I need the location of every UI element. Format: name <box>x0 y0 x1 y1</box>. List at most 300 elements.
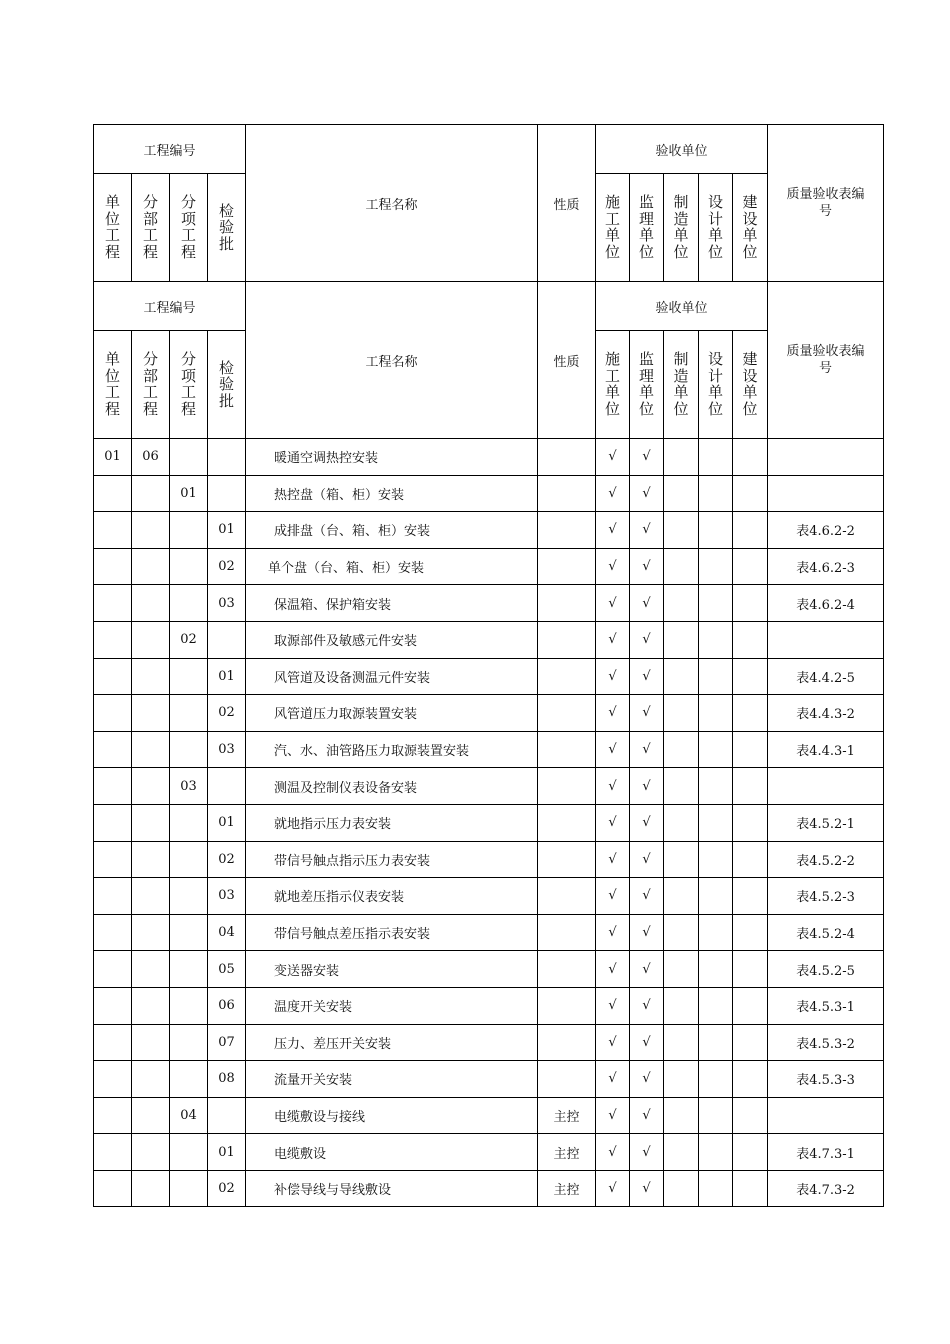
subitem-code-cell <box>170 1061 208 1098</box>
table-row <box>94 548 884 585</box>
owner-check-cell <box>733 841 768 878</box>
nature-cell <box>538 439 596 476</box>
construction-check-cell: √ <box>596 548 630 585</box>
subitem-code-cell <box>170 878 208 915</box>
owner-check-cell <box>733 585 768 622</box>
table-row <box>94 512 884 549</box>
project-name-cell: 补偿导线与导线敷设 <box>246 1170 538 1207</box>
acceptance-unit-header: 验收单位 <box>596 125 768 174</box>
batch-code-cell: 06 <box>208 987 246 1024</box>
owner-check-cell <box>733 621 768 658</box>
subitem-project-header <box>170 331 208 439</box>
form-number-cell: 表4.5.2-5 <box>768 951 884 988</box>
manufacturer-check-cell <box>664 878 699 915</box>
division-project-header <box>132 331 170 439</box>
subitem-code-cell <box>170 951 208 988</box>
design-unit-header <box>699 331 733 439</box>
division-code-cell <box>132 951 170 988</box>
manufacturer-check-cell <box>664 1024 699 1061</box>
design-check-cell <box>699 804 733 841</box>
construction-check-cell: √ <box>596 951 630 988</box>
header-row-top-repeat <box>94 282 884 331</box>
table-row <box>94 768 884 805</box>
table-row <box>94 1134 884 1171</box>
division-code-cell <box>132 585 170 622</box>
subitem-code-cell <box>170 695 208 732</box>
form-number-cell <box>768 439 884 476</box>
design-check-cell <box>699 475 733 512</box>
subitem-code-cell <box>170 1024 208 1061</box>
manufacturer-check-cell <box>664 475 699 512</box>
nature-cell <box>538 768 596 805</box>
form-number-header-text: 质量验收表编号 <box>786 187 865 219</box>
supervision-check-cell: √ <box>630 731 664 768</box>
unit-code-cell <box>94 1024 132 1061</box>
project-name-cell: 取源部件及敏感元件安装 <box>246 621 538 658</box>
table-row <box>94 621 884 658</box>
form-number-cell: 表4.5.3-1 <box>768 987 884 1024</box>
owner-check-cell <box>733 1024 768 1061</box>
batch-code-cell <box>208 475 246 512</box>
division-code-cell <box>132 804 170 841</box>
form-number-cell: 表4.4.3-1 <box>768 731 884 768</box>
design-check-cell <box>699 1170 733 1207</box>
construction-check-cell: √ <box>596 1170 630 1207</box>
unit-code-cell <box>94 731 132 768</box>
owner-check-cell <box>733 439 768 476</box>
unit-code-cell <box>94 1134 132 1171</box>
owner-unit-label: 建设单位 <box>742 193 758 261</box>
project-name-cell: 成排盘（台、箱、柜）安装 <box>246 512 538 549</box>
unit-project-header <box>94 331 132 439</box>
owner-check-cell <box>733 475 768 512</box>
unit-code-cell <box>94 1061 132 1098</box>
manufacturer-check-cell <box>664 548 699 585</box>
unit-code-cell <box>94 512 132 549</box>
form-number-cell: 表4.4.2-5 <box>768 658 884 695</box>
nature-cell: 主控 <box>538 1097 596 1134</box>
construction-check-cell: √ <box>596 658 630 695</box>
construction-check-cell: √ <box>596 512 630 549</box>
nature-cell <box>538 731 596 768</box>
table-row <box>94 695 884 732</box>
form-number-cell: 表4.5.2-4 <box>768 914 884 951</box>
owner-check-cell <box>733 1134 768 1171</box>
division-code-cell <box>132 914 170 951</box>
unit-code-cell <box>94 585 132 622</box>
owner-check-cell <box>733 512 768 549</box>
manufacturer-check-cell <box>664 731 699 768</box>
supervision-check-cell: √ <box>630 621 664 658</box>
nature-cell <box>538 548 596 585</box>
construction-check-cell: √ <box>596 841 630 878</box>
inspection-batch-label: 检验批 <box>218 358 234 410</box>
construction-check-cell: √ <box>596 1097 630 1134</box>
supervision-check-cell: √ <box>630 987 664 1024</box>
unit-code-cell: 01 <box>94 439 132 476</box>
design-unit-header <box>699 174 733 282</box>
division-code-cell: 06 <box>132 439 170 476</box>
project-name-cell: 带信号触点指示压力表安装 <box>246 841 538 878</box>
supervision-unit-label: 监理单位 <box>639 350 655 418</box>
unit-code-cell <box>94 621 132 658</box>
design-unit-label: 设计单位 <box>708 193 724 261</box>
form-number-header-text: 质量验收表编号 <box>786 344 865 376</box>
owner-unit-label: 建设单位 <box>742 350 758 418</box>
project-name-cell: 就地差压指示仪表安装 <box>246 878 538 915</box>
owner-check-cell <box>733 1097 768 1134</box>
design-check-cell <box>699 621 733 658</box>
form-number-cell: 表4.6.2-4 <box>768 585 884 622</box>
nature-cell <box>538 914 596 951</box>
project-name-cell: 温度开关安装 <box>246 987 538 1024</box>
batch-code-cell: 08 <box>208 1061 246 1098</box>
division-code-cell <box>132 475 170 512</box>
form-number-cell: 表4.6.2-2 <box>768 512 884 549</box>
division-code-cell <box>132 768 170 805</box>
owner-check-cell <box>733 878 768 915</box>
project-name-cell: 暖通空调热控安装 <box>246 439 538 476</box>
project-name-header: 工程名称 <box>246 282 538 439</box>
nature-cell <box>538 878 596 915</box>
construction-unit-header <box>596 331 630 439</box>
supervision-check-cell: √ <box>630 1097 664 1134</box>
design-check-cell <box>699 695 733 732</box>
nature-header: 性质 <box>538 125 596 282</box>
project-name-cell: 热控盘（箱、柜）安装 <box>246 475 538 512</box>
batch-code-cell: 02 <box>208 841 246 878</box>
nature-cell <box>538 1024 596 1061</box>
owner-check-cell <box>733 1170 768 1207</box>
manufacturer-unit-label: 制造单位 <box>673 193 689 261</box>
unit-code-cell <box>94 1097 132 1134</box>
table-row <box>94 1170 884 1207</box>
construction-check-cell: √ <box>596 731 630 768</box>
owner-check-cell <box>733 695 768 732</box>
acceptance-table <box>93 124 884 1207</box>
construction-unit-header <box>596 174 630 282</box>
owner-unit-header <box>733 331 768 439</box>
batch-code-cell: 02 <box>208 548 246 585</box>
unit-code-cell <box>94 1170 132 1207</box>
division-code-cell <box>132 987 170 1024</box>
construction-check-cell: √ <box>596 439 630 476</box>
nature-cell: 主控 <box>538 1170 596 1207</box>
construction-check-cell: √ <box>596 1061 630 1098</box>
construction-check-cell: √ <box>596 1024 630 1061</box>
table-row <box>94 878 884 915</box>
unit-code-cell <box>94 951 132 988</box>
table-row <box>94 731 884 768</box>
manufacturer-check-cell <box>664 439 699 476</box>
division-code-cell <box>132 1170 170 1207</box>
project-name-cell: 变送器安装 <box>246 951 538 988</box>
table-row <box>94 914 884 951</box>
owner-check-cell <box>733 658 768 695</box>
subitem-code-cell <box>170 439 208 476</box>
subitem-project-label: 分项工程 <box>180 193 196 261</box>
supervision-check-cell: √ <box>630 439 664 476</box>
subitem-code-cell <box>170 987 208 1024</box>
project-name-cell: 汽、水、油管路压力取源装置安装 <box>246 731 538 768</box>
batch-code-cell: 03 <box>208 585 246 622</box>
nature-cell <box>538 804 596 841</box>
subitem-code-cell <box>170 1170 208 1207</box>
supervision-check-cell: √ <box>630 1024 664 1061</box>
nature-header: 性质 <box>538 282 596 439</box>
supervision-check-cell: √ <box>630 548 664 585</box>
owner-check-cell <box>733 914 768 951</box>
form-number-cell: 表4.5.2-1 <box>768 804 884 841</box>
project-name-cell: 电缆敷设与接线 <box>246 1097 538 1134</box>
division-code-cell <box>132 1061 170 1098</box>
manufacturer-check-cell <box>664 768 699 805</box>
manufacturer-check-cell <box>664 841 699 878</box>
data-rows <box>94 439 884 1207</box>
nature-cell <box>538 621 596 658</box>
manufacturer-unit-header <box>664 331 699 439</box>
table-row <box>94 951 884 988</box>
project-name-cell: 保温箱、保护箱安装 <box>246 585 538 622</box>
batch-code-cell: 05 <box>208 951 246 988</box>
manufacturer-check-cell <box>664 658 699 695</box>
supervision-check-cell: √ <box>630 878 664 915</box>
construction-check-cell: √ <box>596 987 630 1024</box>
nature-cell <box>538 585 596 622</box>
header-row-top <box>94 125 884 174</box>
subitem-code-cell <box>170 914 208 951</box>
batch-code-cell: 02 <box>208 1170 246 1207</box>
batch-code-cell: 04 <box>208 914 246 951</box>
project-code-header: 工程编号 <box>94 125 246 174</box>
form-number-cell: 表4.7.3-1 <box>768 1134 884 1171</box>
form-number-cell: 表4.5.2-3 <box>768 878 884 915</box>
owner-check-cell <box>733 951 768 988</box>
unit-code-cell <box>94 768 132 805</box>
table-row <box>94 1097 884 1134</box>
design-check-cell <box>699 1024 733 1061</box>
design-check-cell <box>699 548 733 585</box>
inspection-batch-header <box>208 331 246 439</box>
project-name-cell: 压力、差压开关安装 <box>246 1024 538 1061</box>
batch-code-cell: 07 <box>208 1024 246 1061</box>
batch-code-cell <box>208 768 246 805</box>
table-row <box>94 804 884 841</box>
division-code-cell <box>132 695 170 732</box>
division-code-cell <box>132 621 170 658</box>
construction-check-cell: √ <box>596 804 630 841</box>
supervision-check-cell: √ <box>630 1061 664 1098</box>
division-project-header <box>132 174 170 282</box>
construction-check-cell: √ <box>596 878 630 915</box>
table-row <box>94 987 884 1024</box>
owner-check-cell <box>733 548 768 585</box>
construction-unit-label: 施工单位 <box>605 350 621 418</box>
batch-code-cell <box>208 439 246 476</box>
supervision-check-cell: √ <box>630 841 664 878</box>
construction-check-cell: √ <box>596 695 630 732</box>
manufacturer-check-cell <box>664 1134 699 1171</box>
inspection-batch-label: 检验批 <box>218 201 234 253</box>
subitem-code-cell: 04 <box>170 1097 208 1134</box>
unit-code-cell <box>94 987 132 1024</box>
division-code-cell <box>132 731 170 768</box>
construction-check-cell: √ <box>596 475 630 512</box>
subitem-code-cell <box>170 804 208 841</box>
subitem-code-cell <box>170 548 208 585</box>
batch-code-cell: 03 <box>208 731 246 768</box>
construction-check-cell: √ <box>596 1134 630 1171</box>
construction-unit-label: 施工单位 <box>605 193 621 261</box>
design-check-cell <box>699 1097 733 1134</box>
unit-code-cell <box>94 695 132 732</box>
form-number-header <box>768 125 884 282</box>
division-code-cell <box>132 548 170 585</box>
supervision-check-cell: √ <box>630 1170 664 1207</box>
form-number-cell: 表4.6.2-3 <box>768 548 884 585</box>
division-code-cell <box>132 1024 170 1061</box>
nature-cell <box>538 475 596 512</box>
project-code-header: 工程编号 <box>94 282 246 331</box>
unit-project-label: 单位工程 <box>104 193 120 261</box>
manufacturer-check-cell <box>664 804 699 841</box>
acceptance-unit-header: 验收单位 <box>596 282 768 331</box>
subitem-project-header <box>170 174 208 282</box>
nature-cell <box>538 951 596 988</box>
construction-check-cell: √ <box>596 768 630 805</box>
unit-code-cell <box>94 841 132 878</box>
project-name-cell: 电缆敷设 <box>246 1134 538 1171</box>
manufacturer-check-cell <box>664 1170 699 1207</box>
nature-cell <box>538 841 596 878</box>
owner-check-cell <box>733 731 768 768</box>
unit-code-cell <box>94 804 132 841</box>
manufacturer-check-cell <box>664 914 699 951</box>
manufacturer-unit-header <box>664 174 699 282</box>
owner-check-cell <box>733 768 768 805</box>
design-check-cell <box>699 1134 733 1171</box>
unit-code-cell <box>94 658 132 695</box>
design-check-cell <box>699 768 733 805</box>
batch-code-cell: 01 <box>208 658 246 695</box>
nature-cell <box>538 987 596 1024</box>
unit-code-cell <box>94 914 132 951</box>
batch-code-cell: 01 <box>208 1134 246 1171</box>
nature-cell <box>538 1061 596 1098</box>
subitem-code-cell <box>170 658 208 695</box>
unit-project-header <box>94 174 132 282</box>
table-row <box>94 658 884 695</box>
unit-code-cell <box>94 878 132 915</box>
supervision-check-cell: √ <box>630 951 664 988</box>
division-code-cell <box>132 658 170 695</box>
manufacturer-check-cell <box>664 695 699 732</box>
subitem-code-cell <box>170 841 208 878</box>
design-check-cell <box>699 914 733 951</box>
division-code-cell <box>132 512 170 549</box>
construction-check-cell: √ <box>596 585 630 622</box>
batch-code-cell: 03 <box>208 878 246 915</box>
unit-code-cell <box>94 475 132 512</box>
design-check-cell <box>699 658 733 695</box>
division-project-label: 分部工程 <box>142 350 158 418</box>
subitem-code-cell <box>170 512 208 549</box>
batch-code-cell: 02 <box>208 695 246 732</box>
table-row <box>94 585 884 622</box>
supervision-check-cell: √ <box>630 585 664 622</box>
form-number-cell <box>768 621 884 658</box>
project-name-cell: 带信号触点差压指示表安装 <box>246 914 538 951</box>
table-row <box>94 439 884 476</box>
supervision-check-cell: √ <box>630 475 664 512</box>
project-name-header: 工程名称 <box>246 125 538 282</box>
owner-check-cell <box>733 987 768 1024</box>
batch-code-cell <box>208 1097 246 1134</box>
form-number-cell <box>768 475 884 512</box>
unit-code-cell <box>94 548 132 585</box>
subitem-code-cell: 03 <box>170 768 208 805</box>
nature-cell <box>538 658 596 695</box>
owner-unit-header <box>733 174 768 282</box>
design-check-cell <box>699 841 733 878</box>
manufacturer-check-cell <box>664 512 699 549</box>
project-name-cell: 测温及控制仪表设备安装 <box>246 768 538 805</box>
supervision-unit-header <box>630 174 664 282</box>
project-name-cell: 就地指示压力表安装 <box>246 804 538 841</box>
table-row <box>94 841 884 878</box>
design-check-cell <box>699 439 733 476</box>
design-check-cell <box>699 1061 733 1098</box>
unit-project-label: 单位工程 <box>104 350 120 418</box>
table-row <box>94 1061 884 1098</box>
form-number-cell <box>768 768 884 805</box>
division-project-label: 分部工程 <box>142 193 158 261</box>
manufacturer-check-cell <box>664 951 699 988</box>
supervision-unit-header <box>630 331 664 439</box>
form-number-cell: 表4.4.3-2 <box>768 695 884 732</box>
division-code-cell <box>132 878 170 915</box>
manufacturer-check-cell <box>664 585 699 622</box>
table-row <box>94 1024 884 1061</box>
supervision-check-cell: √ <box>630 768 664 805</box>
manufacturer-check-cell <box>664 1061 699 1098</box>
form-number-cell: 表4.7.3-2 <box>768 1170 884 1207</box>
design-check-cell <box>699 731 733 768</box>
batch-code-cell <box>208 621 246 658</box>
division-code-cell <box>132 1134 170 1171</box>
form-number-cell: 表4.5.3-3 <box>768 1061 884 1098</box>
construction-check-cell: √ <box>596 621 630 658</box>
subitem-code-cell <box>170 1134 208 1171</box>
form-number-cell <box>768 1097 884 1134</box>
form-number-header <box>768 282 884 439</box>
project-name-cell: 流量开关安装 <box>246 1061 538 1098</box>
batch-code-cell: 01 <box>208 804 246 841</box>
inspection-batch-header <box>208 174 246 282</box>
supervision-check-cell: √ <box>630 804 664 841</box>
design-check-cell <box>699 987 733 1024</box>
design-check-cell <box>699 585 733 622</box>
subitem-code-cell <box>170 731 208 768</box>
nature-cell <box>538 695 596 732</box>
owner-check-cell <box>733 804 768 841</box>
design-check-cell <box>699 878 733 915</box>
table-row <box>94 475 884 512</box>
manufacturer-unit-label: 制造单位 <box>673 350 689 418</box>
batch-code-cell: 01 <box>208 512 246 549</box>
project-name-cell: 单个盘（台、箱、柜）安装 <box>246 548 538 585</box>
project-name-cell: 风管道压力取源装置安装 <box>246 695 538 732</box>
